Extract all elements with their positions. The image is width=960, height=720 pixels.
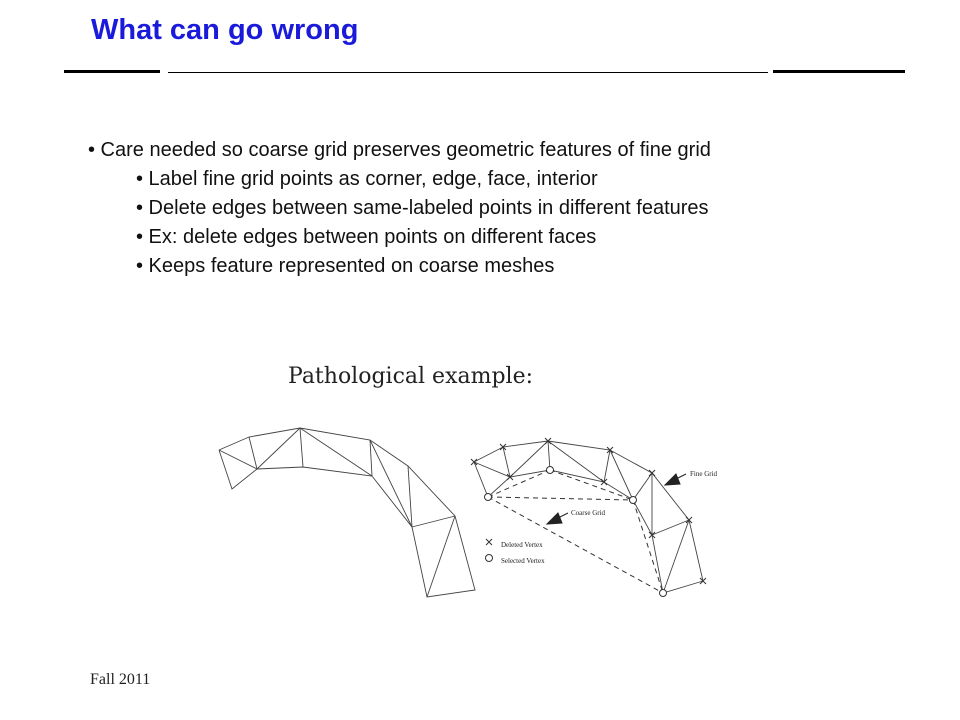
legend-deleted-vertex-icon: [486, 539, 492, 545]
coarse-grid-edges: [488, 470, 663, 593]
coarse-grid-arrowhead: [547, 513, 562, 524]
selected-vertex-icon: [660, 590, 667, 597]
sub-bullet-item: • Ex: delete edges between points on different faces: [136, 226, 597, 248]
legend: [486, 539, 493, 562]
right-mesh-outer-edge: [474, 441, 703, 593]
bullet-item: • Care needed so coarse grid preserves geometric features of fine grid: [88, 139, 711, 161]
deleted-vertex-icon: [471, 459, 477, 465]
slide-title: What can go wrong: [91, 14, 359, 46]
deleted-vertex-icon: [686, 517, 692, 523]
selected-vertex-icon: [547, 467, 554, 474]
fine-grid-label: Fine Grid: [690, 470, 718, 478]
deleted-vertex-icon: [700, 578, 706, 584]
fine-grid-arrowhead: [665, 474, 680, 485]
legend-selected-vertex-icon: [486, 555, 493, 562]
legend-deleted-vertex-label: Deleted Vertex: [501, 541, 543, 549]
sub-bullet-item: • Keeps feature represented on coarse meshes: [136, 255, 555, 277]
coarse-grid-label: Coarse Grid: [571, 509, 606, 517]
right-fine-mesh: [474, 441, 703, 593]
sub-bullet-item: • Label fine grid points as corner, edge, face, interior: [136, 168, 598, 190]
left-mesh-outer-edge: [219, 428, 475, 597]
pointer-arrows: [547, 474, 686, 524]
legend-selected-vertex-label: Selected Vertex: [501, 557, 545, 565]
left-fine-mesh: [219, 428, 475, 597]
sub-bullet-item: • Delete edges between same-labeled points in different features: [136, 197, 709, 219]
diagram-caption: Pathological example:: [288, 364, 534, 389]
selected-vertex-markers: [485, 467, 667, 597]
selected-vertex-icon: [485, 494, 492, 501]
selected-vertex-icon: [630, 497, 637, 504]
footer-date: Fall 2011: [90, 671, 151, 688]
